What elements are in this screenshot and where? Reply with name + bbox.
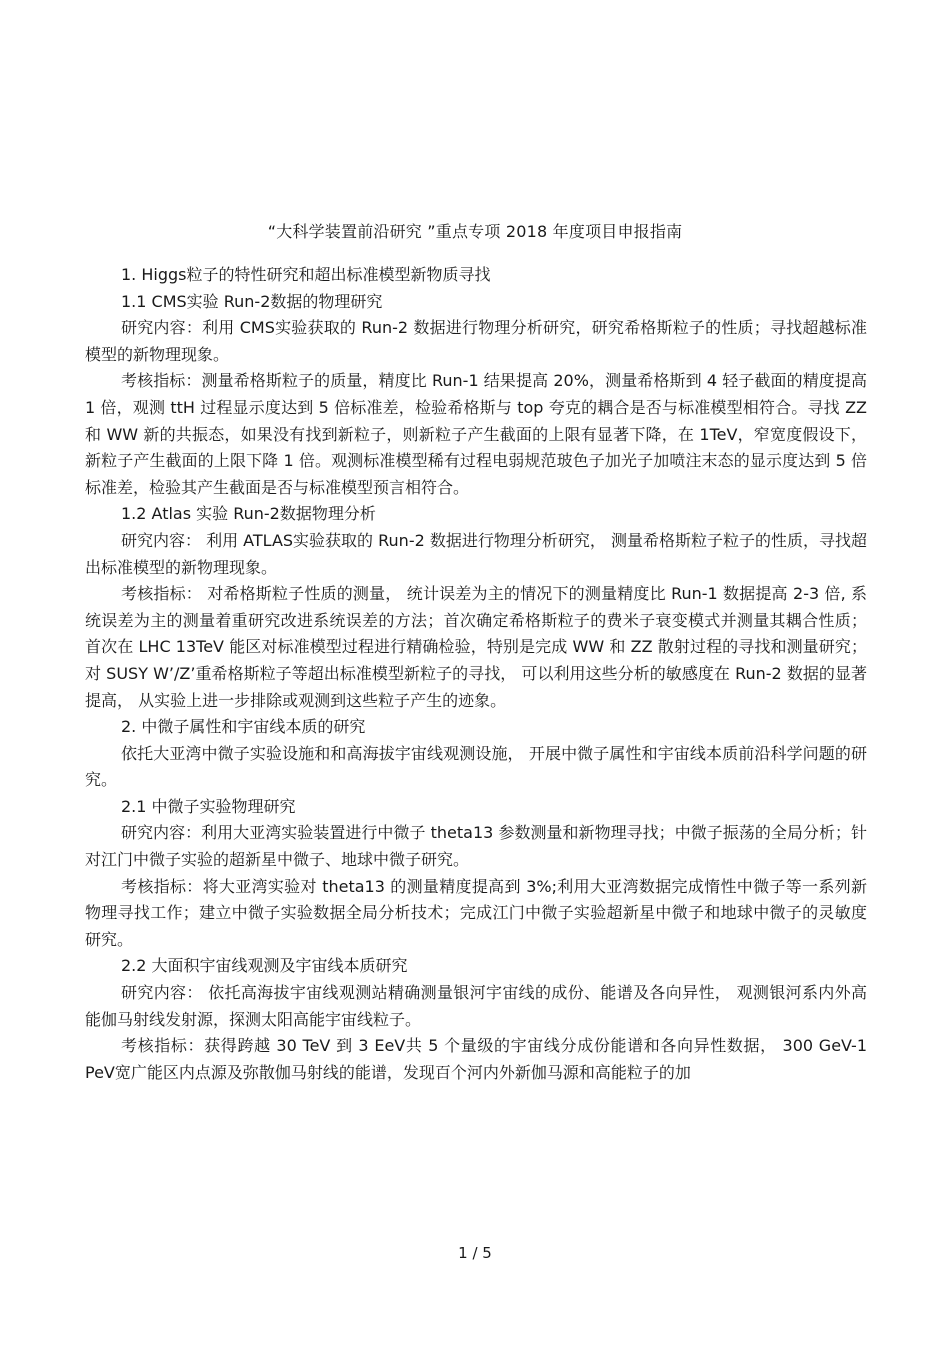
body-paragraph: 研究内容： 依托高海拔宇宙线观测站精确测量银河宇宙线的成份、能谱及各向异性， 观测银河系内外高能伽马射线发射源，探测太阳高能宇宙线粒子。	[85, 983, 867, 1029]
body-paragraph: 考核指标： 对希格斯粒子性质的测量， 统计误差为主的情况下的测量精度比 Run-1 数据提高 2-3 倍, 系统误差为主的测量着重研究改进系统误差的方法；首次确定希格斯粒子的费米子衰变模式并测量其耦合性质；首次在 LHC 13TeV 能区对标准模型过程进行精确检验，特别是完成 WW 和 ZZ 散射过程的寻找和测量研究；对 SUSY W’/Z’重希格斯粒子等超出标准模型新粒子的寻找， 可以利用这些分析的敏感度在 Run-2 数据的显著提高， 从实验上进一步排除或观测到这些粒子产生的迹象。	[85, 584, 867, 710]
section-heading: 2. 中微子属性和宇宙线本质的研究	[121, 717, 366, 737]
body-paragraph: 研究内容：利用 CMS实验获取的 Run-2 数据进行物理分析研究，研究希格斯粒子的性质；寻找超越标准模型的新物理现象。	[85, 318, 867, 364]
body-paragraph: 研究内容： 利用 ATLAS实验获取的 Run-2 数据进行物理分析研究， 测量希格斯粒子粒子的性质，寻找超出标准模型的新物理现象。	[85, 530, 867, 577]
body-paragraph: 研究内容：利用大亚湾实验装置进行中微子 theta13 参数测量和新物理寻找；中微子振荡的全局分析；针对江门中微子实验的超新星中微子、地球中微子研究。	[85, 823, 867, 870]
subsection-heading: 1.1 CMS实验 Run-2数据的物理研究	[121, 291, 383, 311]
page-number: 1 / 5	[458, 1244, 492, 1262]
body-paragraph: 考核指标：获得跨越 30 TeV 到 3 EeV共 5 个量级的宇宙线分成份能谱和各向异性数据， 300 GeV-1 PeV宽广能区内点源及弥散伽马射线的能谱，发现百个河内外新伽马源和高能粒子的加	[85, 1036, 867, 1082]
document-title: “大科学装置前沿研究 ”重点专项 2018 年度项目申报指南	[267, 222, 683, 241]
section-heading: 1. Higgs粒子的特性研究和超出标准模型新物质寻找	[121, 265, 491, 284]
document-body	[85, 262, 867, 1086]
subsection-heading: 2.2 大面积宇宙线观测及宇宙线本质研究	[121, 956, 408, 976]
body-paragraph: 依托大亚湾中微子实验设施和和高海拔宇宙线观测设施， 开展中微子属性和宇宙线本质前沿科学问题的研究。	[85, 743, 867, 790]
body-paragraph: 考核指标：将大亚湾实验对 theta13 的测量精度提高到 3%;利用大亚湾数据完成惰性中微子等一系列新物理寻找工作；建立中微子实验数据全局分析技术；完成江门中微子实验超新星中微子和地球中微子的灵敏度研究。	[85, 876, 867, 949]
subsection-heading: 2.1 中微子实验物理研究	[121, 796, 296, 816]
body-paragraph: 考核指标：测量希格斯粒子的质量，精度比 Run-1 结果提高 20%，测量希格斯到 4 轻子截面的精度提高 1 倍，观测 ttH 过程显示度达到 5 倍标准差，检验希格斯与 top 夸克的耦合是否与标准模型相符合。寻找 ZZ 和 WW 新的共振态，如果没有找到新粒子，则新粒子产生截面的上限有显著下降，在 1TeV，窄宽度假设下，新粒子产生截面的上限下降 1 倍。观测标准模型稀有过程电弱规范玻色子加光子加喷注末态的显示度达到 5 倍标准差，检验其产生截面是否与标准模型预言相符合。	[85, 371, 867, 497]
subsection-heading: 1.2 Atlas 实验 Run-2数据物理分析	[121, 504, 376, 524]
